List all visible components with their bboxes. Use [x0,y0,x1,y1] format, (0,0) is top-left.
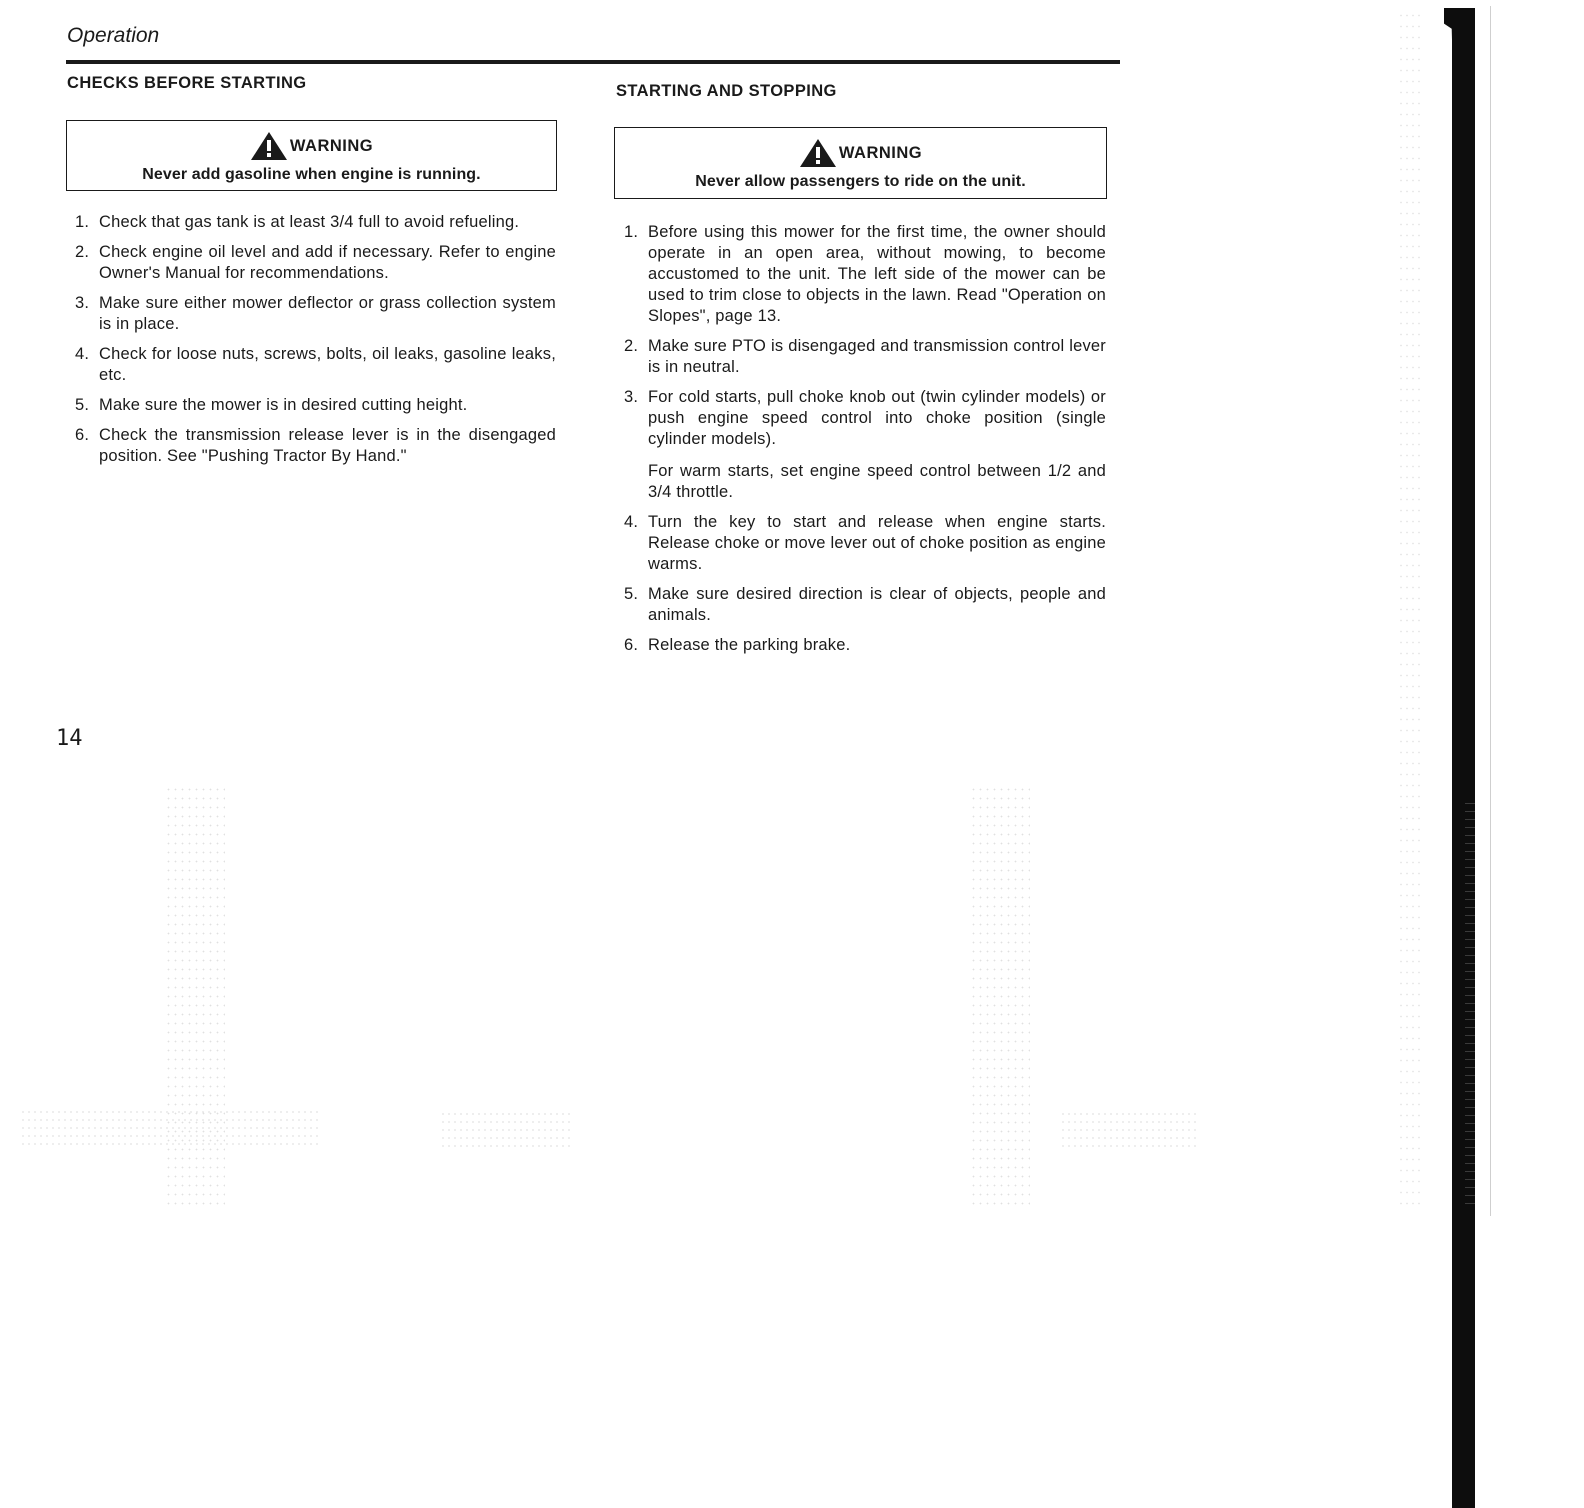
scan-speckle-right [970,785,1030,1210]
header-rule [66,60,1120,64]
list-item [616,336,1106,378]
step-text: For cold starts, pull choke knob out (twin cylinder models) or push engine speed control into choke position (single cylinder models). [648,388,1106,448]
warning-triangle-icon [799,138,837,168]
list-item [616,512,1106,575]
step-text: Before using this mower for the first time, the owner should operate in an open area, without mowing, to become accustomed to the unit. The left side of the mower can be used to trim close to objects in the lawn. Read "Operation on Slopes", page 13. [648,223,1106,325]
step-number: 4. [624,513,639,531]
scan-speckle-row-1 [20,1108,320,1148]
list-item [616,584,1106,626]
step-text: Check for loose nuts, screws, bolts, oil leaks, gasoline leaks, etc. [99,345,556,384]
list-item [616,635,1106,656]
step-subtext: For warm starts, set engine speed control between 1/2 and 3/4 throttle. [648,462,1106,501]
binding-edge [1452,8,1475,1508]
step-text: Make sure either mower deflector or grass collection system is in place. [99,294,556,333]
step-text: Check engine oil level and add if necessary. Refer to engine Owner's Manual for recommendations. [99,243,556,282]
step-text: Make sure desired direction is clear of objects, people and animals. [648,585,1106,624]
list-item [616,387,1106,503]
step-text: Make sure the mower is in desired cutting height. [99,396,468,414]
step-text: Check the transmission release lever is in the disengaged position. See "Pushing Tractor By Hand." [99,426,556,465]
left-warning-box [66,120,557,191]
list-item [67,212,556,233]
step-number: 5. [624,585,639,603]
page-edge-line [1490,6,1491,1216]
step-number: 6. [624,636,639,654]
left-warning-title-row [67,131,556,161]
scan-speckle-margin [1398,10,1420,1210]
step-number: 2. [75,243,90,261]
list-item [67,395,556,416]
starting-steps-list [616,222,1106,665]
step-number: 6. [75,426,90,444]
binding-edge-texture [1465,800,1475,1210]
right-warning-title: WARNING [838,143,923,162]
warning-triangle-icon [250,131,288,161]
list-item [67,344,556,386]
checks-heading: CHECKS BEFORE STARTING [67,74,307,92]
left-warning-message: Never add gasoline when engine is running. [142,166,481,183]
right-warning-message: Never allow passengers to ride on the unit. [695,173,1026,190]
scan-speckle-row-2 [440,1110,570,1150]
step-number: 1. [624,223,639,241]
list-item [67,293,556,335]
step-number: 5. [75,396,90,414]
step-number: 3. [624,388,639,406]
step-text: Turn the key to start and release when engine starts. Release choke or move lever out of choke position as engine warms. [648,513,1106,573]
starting-heading: STARTING AND STOPPING [616,82,837,100]
step-number: 4. [75,345,90,363]
checks-steps-list [67,212,556,476]
scan-speckle-row-3 [1060,1110,1200,1150]
step-text: Make sure PTO is disengaged and transmission control lever is in neutral. [648,337,1106,376]
left-warning-title: WARNING [289,136,374,155]
step-text: Release the parking brake. [648,636,851,654]
right-warning-box [614,127,1107,199]
list-item [67,242,556,284]
step-text: Check that gas tank is at least 3/4 full to avoid refueling. [99,213,520,231]
step-number: 3. [75,294,90,312]
right-warning-title-row [615,138,1106,168]
list-item [67,425,556,467]
step-number: 1. [75,213,90,231]
list-item [616,222,1106,327]
section-label: Operation [67,24,160,47]
page-number: 14 [56,726,83,751]
step-number: 2. [624,337,639,355]
